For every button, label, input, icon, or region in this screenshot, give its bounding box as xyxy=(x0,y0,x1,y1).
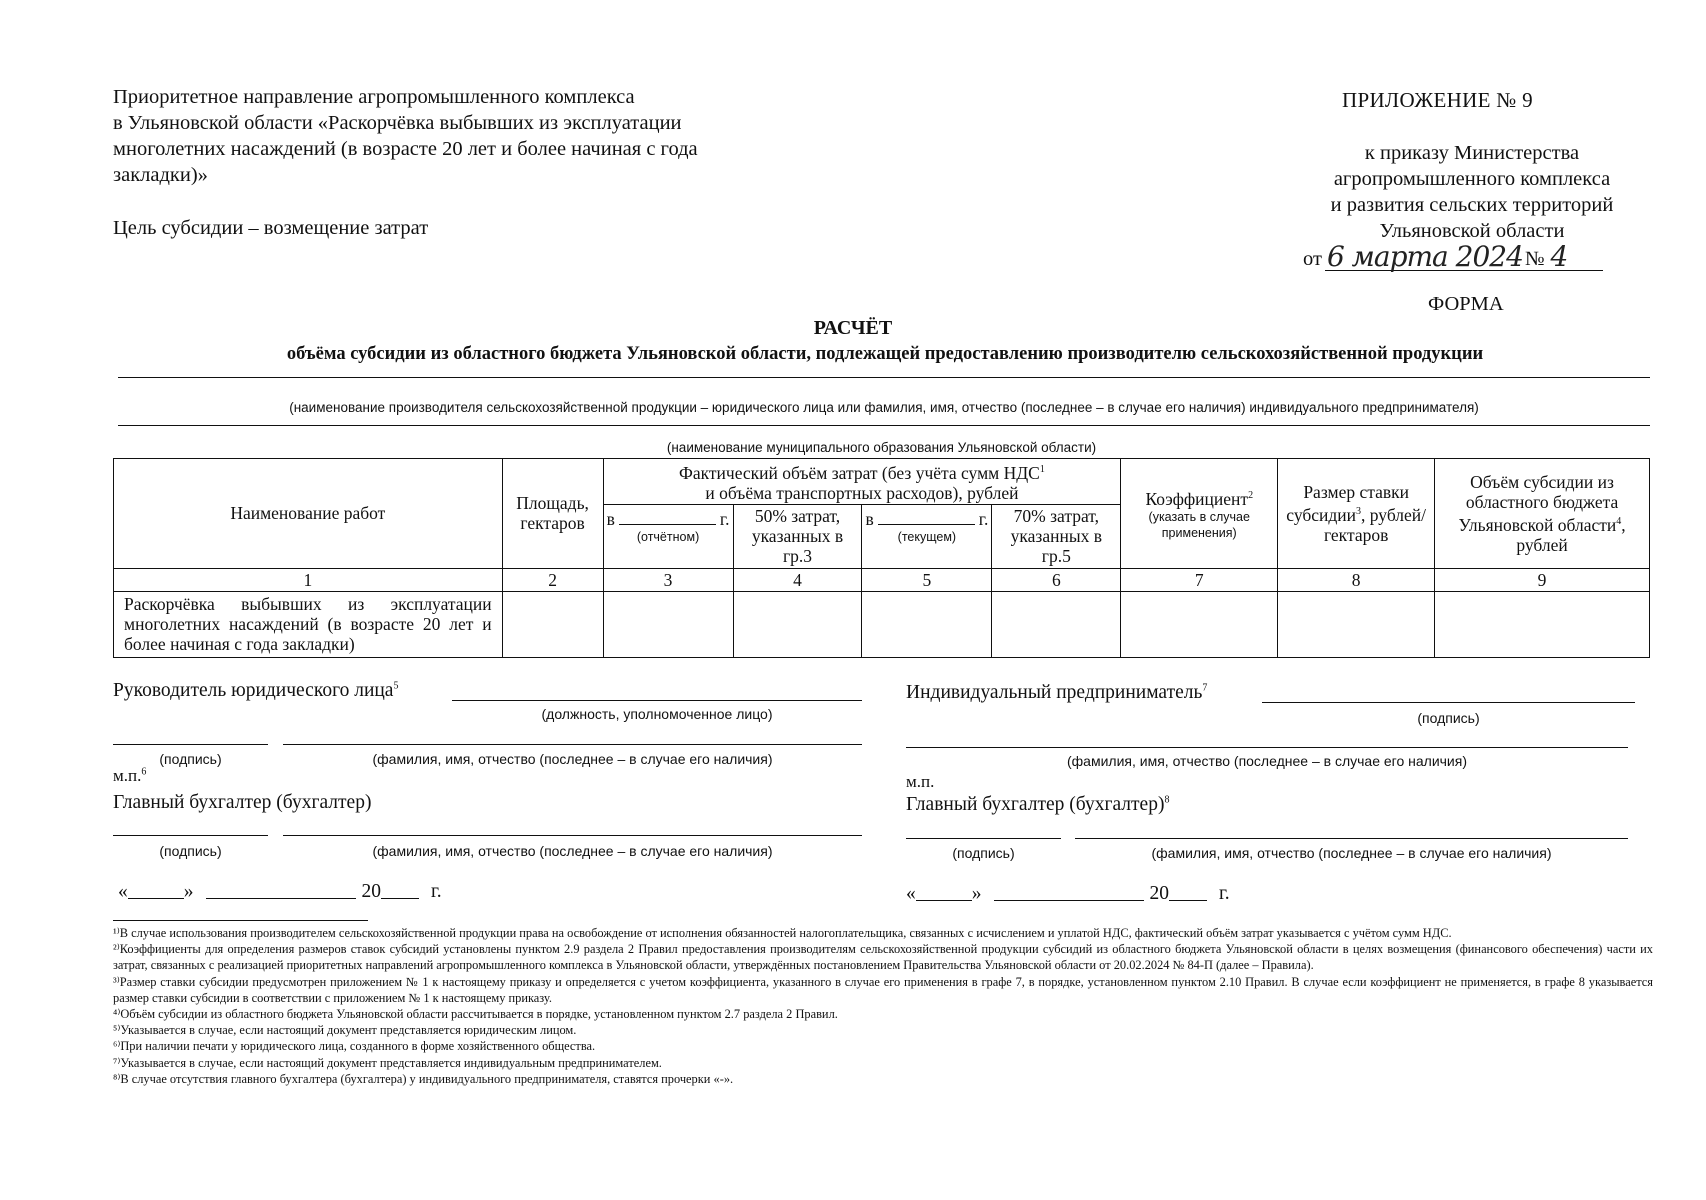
reporting-50-cell[interactable] xyxy=(733,591,862,657)
column-number: 6 xyxy=(992,568,1121,591)
header-coefficient: Коэффициент$^2$ (указать в случае применения) xyxy=(1121,459,1278,569)
signature-caption: (подпись) xyxy=(952,845,1015,861)
ip-fio-line xyxy=(906,747,1628,748)
header-actual-costs: Фактический объём затрат (без учёта сумм НДС$^1$ и объёма транспортных расходов), рублей xyxy=(603,459,1121,505)
header-rate: Размер ставки субсидии$^3$, рублей/гектаров xyxy=(1278,459,1435,569)
signature-caption: (подпись) xyxy=(1417,710,1480,726)
appendix-reference xyxy=(1282,140,1662,244)
area-cell[interactable] xyxy=(502,591,603,657)
footnote: ¹⁾В случае использования производителем сельскохозяйственной продукции права на освобождение от исполнения обязанностей налогоплательщика, связанных с исчислением и уплатой НДС, фактический объём затрат указывается с учётом сумм НДС. xyxy=(113,926,1452,940)
column-number: 1 xyxy=(114,568,503,591)
individual-entrepreneur-label: Индивидуальный предприниматель$^7$ xyxy=(906,682,1208,703)
head-position-line xyxy=(452,700,862,701)
current-70-cell[interactable] xyxy=(992,591,1121,657)
footnote: ⁷⁾Указывается в случае, если настоящий документ представляется индивидуальным предпринимателем. xyxy=(113,1055,662,1070)
fio-caption: (фамилия, имя, отчество (последнее – в случае его наличия) xyxy=(1067,753,1467,769)
column-numbers-row xyxy=(114,568,1650,591)
appendix-title: ПРИЛОЖЕНИЕ № 9 xyxy=(1342,88,1533,112)
column-number: 4 xyxy=(733,568,862,591)
document-subtitle: объёма субсидии из областного бюджета Ульяновской области, подлежащей предоставлению производителю сельскохозяйственной продукции xyxy=(286,344,1484,364)
handwritten-number: 4 xyxy=(1549,244,1603,271)
date-prefix: от xyxy=(1303,248,1322,270)
work-name-cell: Раскорчёвка выбывших из эксплуатации многолетних насаждений (в возрасте 20 лет и более начиная с года закладки) xyxy=(114,591,503,657)
calculation-table xyxy=(113,458,1650,658)
header-50-percent: 50% затрат, указанных в гр.3 xyxy=(733,504,862,568)
footnote-separator xyxy=(113,920,368,921)
header-line: Приоритетное направление агропромышленного комплекса xyxy=(113,86,635,108)
column-number: 2 xyxy=(502,568,603,591)
header-area: Площадь, гектаров xyxy=(502,459,603,569)
fio-caption: (фамилия, имя, отчество (последнее – в случае его наличия) xyxy=(372,751,773,767)
head-signature-line xyxy=(113,744,268,745)
header-line: закладки)» xyxy=(113,164,208,186)
header-work-name: Наименование работ xyxy=(114,459,503,569)
column-number: 8 xyxy=(1278,568,1435,591)
footnote: ⁴⁾Объём субсидии из областного бюджета Ульяновской области рассчитывается в порядке, установленном пунктом 2.7 раздела 2 Правил. xyxy=(113,1007,838,1022)
footnotes xyxy=(113,925,1653,1087)
handwritten-date: 6 марта 2024 xyxy=(1325,244,1555,271)
municipality-caption: (наименование муниципального образования Ульяновской области) xyxy=(666,440,1097,455)
header-current-year: в г. (текущем) xyxy=(862,504,992,568)
reporting-costs-cell[interactable] xyxy=(603,591,733,657)
number-prefix: № xyxy=(1524,248,1545,270)
municipality-line xyxy=(118,425,1650,426)
chief-left-signature-line xyxy=(113,835,268,836)
date-left: « » 20 г. xyxy=(118,881,442,902)
subsidy-goal: Цель субсидии – возмещение затрат xyxy=(113,217,429,239)
form-label: ФОРМА xyxy=(1428,293,1504,315)
document-title: РАСЧЁТ xyxy=(813,317,893,339)
footnote: ⁶⁾При наличии печати у юридического лица, созданного в форме хозяйственного общества. xyxy=(113,1039,596,1054)
seal-place-right: м.п. xyxy=(906,772,935,791)
seal-place-left: м.п.$^6$ xyxy=(113,766,147,785)
footnote: ³⁾Размер ставки субсидии предусмотрен приложением № 1 к настоящему приказу и определяется с учетом коэффициента, указанного в случае его применения в графе 7, в порядке, установленном пунктом 2.10 Правил. В случае если коэффициент не применяется, в графе 8 указывается размер ставки субсидии в соответствии с приложением № 1 к настоящему приказу. xyxy=(113,974,1653,1005)
column-number: 9 xyxy=(1435,568,1650,591)
head-fio-line xyxy=(283,744,862,745)
order-date-number xyxy=(1303,240,1603,273)
chief-right-signature-line xyxy=(906,838,1061,839)
signature-caption: (подпись) xyxy=(159,751,222,767)
position-caption: (должность, уполномоченное лицо) xyxy=(541,706,773,722)
table-row xyxy=(114,591,1650,657)
date-right: « » 20 г. xyxy=(906,883,1230,904)
header-subsidy-volume: Объём субсидии из областного бюджета Ульяновской области$^4$, рублей xyxy=(1435,459,1650,569)
chief-right-fio-line xyxy=(1075,838,1628,839)
priority-direction-text xyxy=(113,84,853,188)
appendix-line: Ульяновской области xyxy=(1379,220,1565,242)
chief-left-fio-line xyxy=(283,835,862,836)
current-costs-cell[interactable] xyxy=(862,591,992,657)
header-70-percent: 70% затрат, указанных в гр.5 xyxy=(992,504,1121,568)
chief-accountant-right: Главный бухгалтер (бухгалтер)$^8$ xyxy=(906,794,1170,815)
header-reporting-year: в г. (отчётном) xyxy=(603,504,733,568)
column-number: 3 xyxy=(603,568,733,591)
producer-caption: (наименование производителя сельскохозяйственной продукции – юридического лица или фамилия, имя, отчество (последнее – в случае его наличия) индивидуального предпринимателя) xyxy=(289,400,1479,415)
column-number: 5 xyxy=(862,568,992,591)
producer-name-line xyxy=(118,377,1650,378)
column-number: 7 xyxy=(1121,568,1278,591)
footnote: ²⁾Коэффициенты для определения размеров ставок субсидий установлены пунктом 2.9 раздела 2 Правил предоставления производителям сельскохозяйственной продукции субсидий из областного бюджета Ульяновской области в целях возмещения (финансового обеспечения) части их затрат, связанных с реализацией приоритетных направлений агропромышленного комплекса в Ульяновской области, утверждённых постановлением Правительства Ульяновской области от 20.02.2024 № 84-П (далее – Правила). xyxy=(113,942,1653,973)
ip-signature-line xyxy=(1262,702,1635,703)
appendix-line: и развития сельских территорий xyxy=(1330,194,1614,216)
coefficient-cell[interactable] xyxy=(1121,591,1278,657)
fio-caption: (фамилия, имя, отчество (последнее – в случае его наличия) xyxy=(1151,845,1552,861)
rate-cell[interactable] xyxy=(1278,591,1435,657)
fio-caption: (фамилия, имя, отчество (последнее – в случае его наличия) xyxy=(372,843,773,859)
signature-caption: (подпись) xyxy=(159,843,222,859)
header-line: многолетних насаждений (в возрасте 20 лет и более начиная с года xyxy=(113,138,698,160)
appendix-line: к приказу Министерства xyxy=(1364,142,1580,164)
footnote: ⁸⁾В случае отсутствия главного бухгалтера (бухгалтера) у индивидуального предпринимателя, ставятся прочерки «-». xyxy=(113,1071,734,1086)
header-line: в Ульяновской области «Раскорчёвка выбывших из эксплуатации xyxy=(113,112,682,134)
footnote: ⁵⁾Указывается в случае, если настоящий документ представляется юридическим лицом. xyxy=(113,1023,577,1038)
chief-accountant-left: Главный бухгалтер (бухгалтер) xyxy=(113,792,372,813)
head-legal-entity-label: Руководитель юридического лица$^5$ xyxy=(113,680,399,701)
subsidy-volume-cell[interactable] xyxy=(1435,591,1650,657)
appendix-line: агропромышленного комплекса xyxy=(1333,168,1611,190)
